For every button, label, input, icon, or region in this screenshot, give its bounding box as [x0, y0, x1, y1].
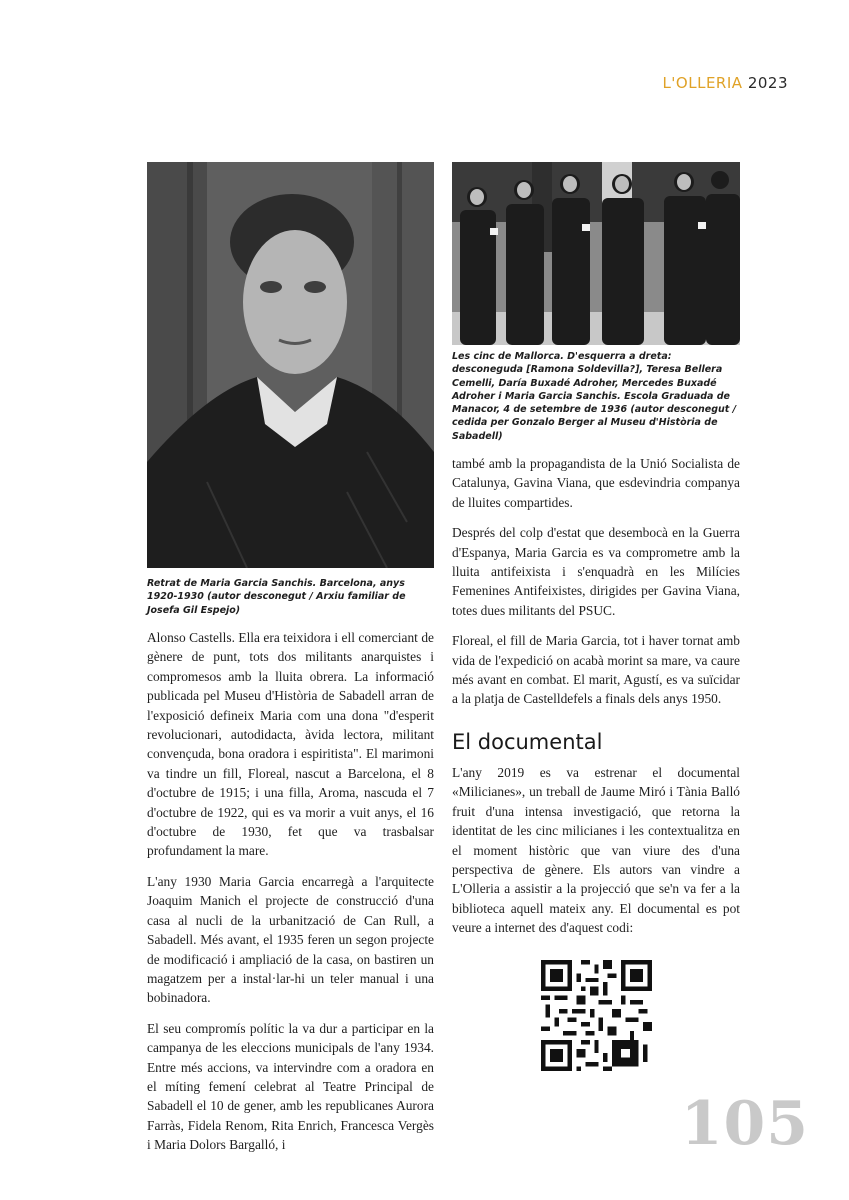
running-header [662, 74, 788, 92]
right-column [452, 454, 740, 949]
header-year: 2023 [747, 74, 788, 92]
group-photo-caption: Les cinc de Mallorca. D'esquerra a dreta: desconeguda [Ramona Soldevilla?], Teresa Bellera Cemelli, Daría Buxadé Adroher, Mercedes Buxadé Adroher i Maria Garcia Sanchis. Escola Graduada de Manacor, 4 de setembre de 1936 (autor desconegut / cedida per Gonzalo Berger al Museu d'Història de Sabadell) [452, 351, 737, 442]
body-paragraph: Alonso Castells. Ella era teixidora i ell comerciant de gènere de punt, tots dos militants anarquistes i compromesos amb la lluita obrera. La informació publicada pel Museu d'Història de Sabadell arran de l'exposició defineix Maria com una dona "d'esperit revolucionari, autodidacta, àvida lectora, militant convençuda, bona oradora i espiritista". El marimoni va tindre un fill, Floreal, nascut a Barcelona, el 8 d'octubre de 1915; i una filla, Aroma, nascuda el 7 d'octubre de 1922, qui es va morir a vuit anys, el 16 d'octubre de 1930, fet que va trasbalsar profundament la mare. [147, 630, 434, 859]
body-paragraph: L'any 2019 es va estrenar el documental «Milicianes», un treball de Jaume Miró i Tània Balló fruit d'una intensa investigació, que retorna la identitat de les cinc milicianes i les contextualitza en el moment històric que van viure des d'una perspectiva de gènere. Els autors van vindre a L'Olleria a assistir a la projecció que se'n va fer a la biblioteca aquell mateix any. El documental es pot veure a internet des d'aquest codi: [452, 764, 740, 936]
page-number: 105 [680, 1089, 809, 1159]
portrait-photo-caption: Retrat de Maria Garcia Sanchis. Barcelona, anys 1920-1930 (autor desconegut / Arxiu familiar de Josefa Gil Espejo) [147, 578, 406, 616]
group-photo [452, 162, 740, 345]
body-paragraph: Floreal, el fill de Maria Garcia, tot i haver tornat amb vida de l'expedició on acabà morint sa mare, va caure més avant en combat. El marit, Agustí, es va suïcidar a la platja de Castelldefels a finals dels anys 1950. [452, 633, 740, 707]
portrait-photo [147, 162, 434, 568]
body-paragraph: Després del colp d'estat que desembocà en la Guerra d'Espanya, Maria Garcia es va comprometre amb la lluita antifeixista i s'enquadrà en les Milícies Femenines Antifeixistes, dirigides per Gavina Viana, totes dues militants del PSUC. [452, 525, 740, 618]
body-paragraph: L'any 1930 Maria Garcia encarregà a l'arquitecte Joaquim Manich el projecte de construcció d'una casa al nucli de la urbanització de Can Rull, a Sabadell. Més avant, el 1935 feren un segon projecte de modificació i ampliació de la casa, on bastiren un magatzem per a instal·lar-hi un teler manual i una bobinadora. [147, 873, 434, 1006]
qr-code[interactable] [541, 960, 652, 1071]
section-heading: El documental [452, 729, 603, 754]
body-paragraph: també amb la propagandista de la Unió Socialista de Catalunya, Gavina Viana, que esdevindria companya de lluites compartides. [452, 456, 740, 510]
header-brand: L'OLLERIA [662, 74, 743, 92]
body-paragraph: El seu compromís polític la va dur a participar en la campanya de les eleccions municipals de l'any 1934. Entre més accions, va intervindre com a oradora en el míting femení celebrat al Teatre Principal de Sabadell el 10 de gener, amb les republicanes Aurora Farràs, Fidela Renom, Rita Enrich, Francesca Vergès i Maria Dolors Bargalló, i [147, 1020, 434, 1153]
left-column [147, 628, 434, 1166]
